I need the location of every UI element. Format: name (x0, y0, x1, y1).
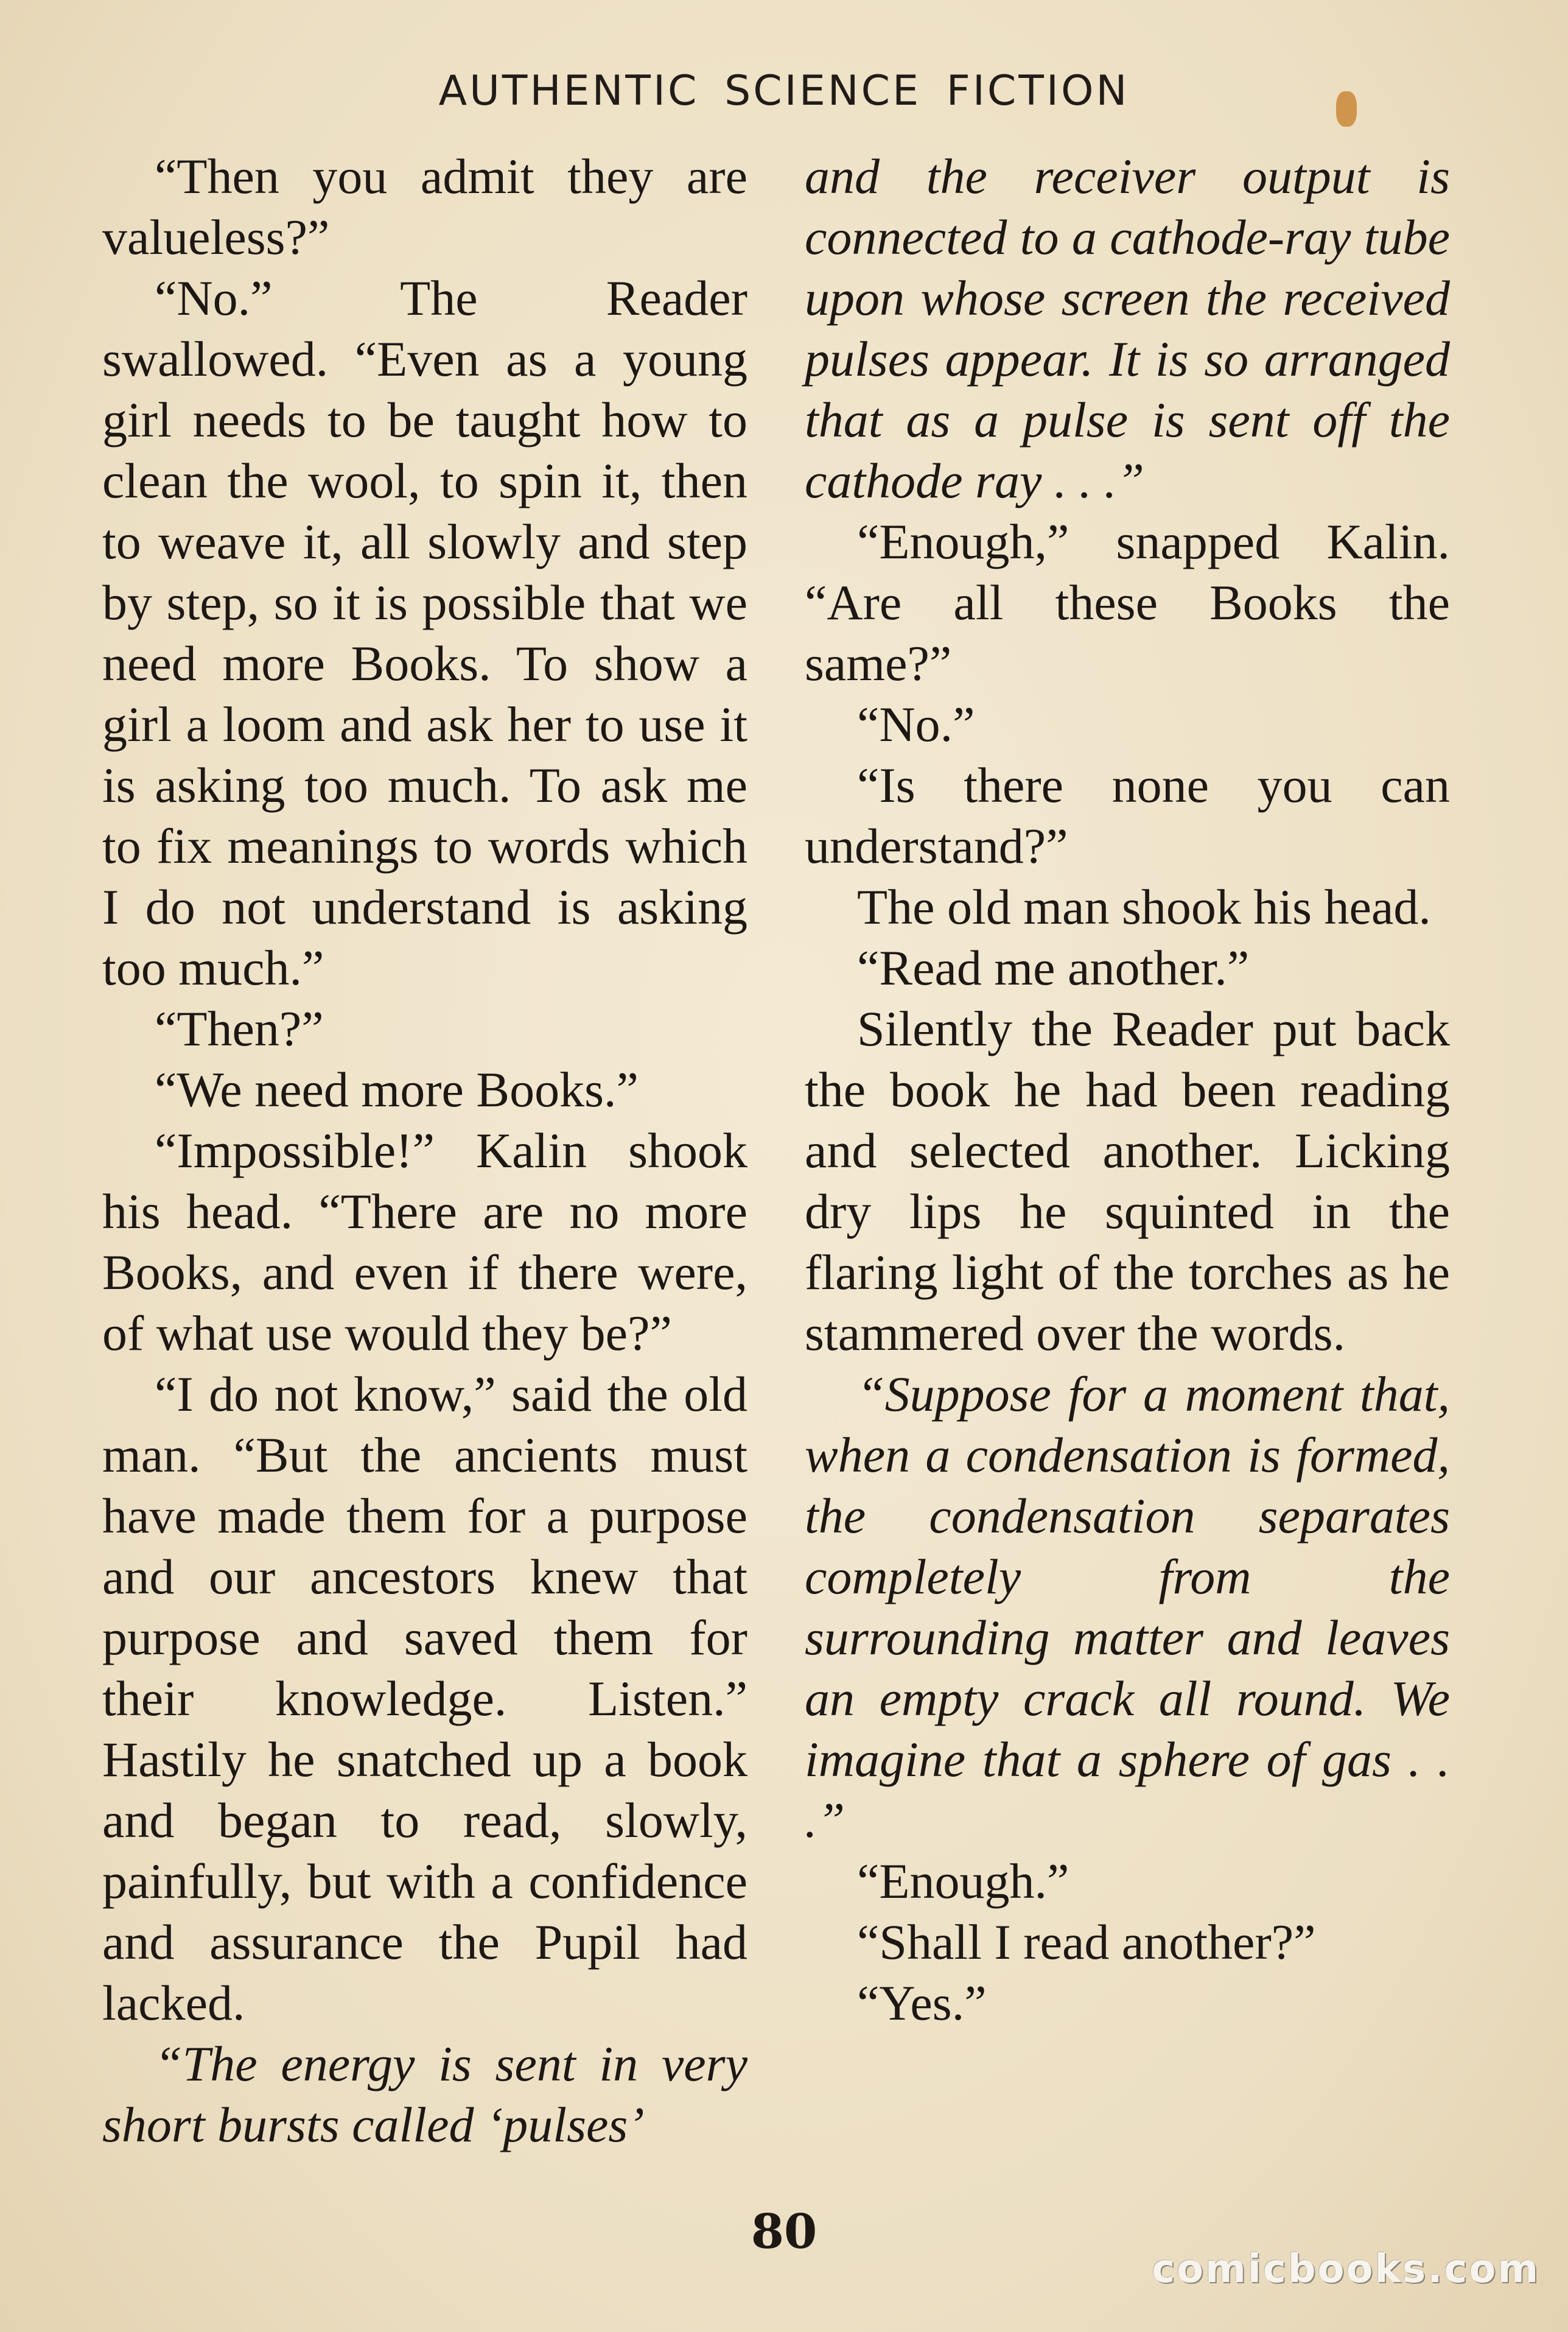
paragraph: The old man shook his head. (857, 879, 1431, 935)
paragraph: “Is there none you can understand?” (805, 757, 1450, 874)
paragraph: “We need more Books.” (155, 1062, 639, 1117)
paragraph: “Enough.” (857, 1853, 1069, 1909)
right-column (805, 146, 1450, 2034)
quoted-book-passage: and the receiver output is connected to a cathode-ray tube upon whose screen the received pulses appear. It is so arranged that as a pulse is sent off the cathode ray . . .” (805, 149, 1450, 508)
paragraph: “No.” The Reader swallowed. “Even as a young girl needs to be taught how to clean the wool, to spin it, then to weave it, all slowly and step by step, so it is possible that we need more Books. To show a girl a loom and ask her to use it is asking too much. To ask me to fix meanings to words which I do not understand is asking too much.” (102, 270, 747, 996)
left-column (102, 146, 747, 2155)
paragraph: Silently the Reader put back the book he had been reading and selected another. Licking dry lips he squinted in the flaring light of the torches as he stammered over the words. (805, 1001, 1450, 1361)
quoted-book-passage: “The energy is sent in very short bursts called ‘pulses’ (102, 2036, 747, 2152)
site-watermark: comicbooks.com (1152, 2247, 1540, 2292)
page-number: 80 (751, 2204, 817, 2260)
paragraph: “Enough,” snapped Kalin. “Are all these Books the same?” (805, 514, 1450, 691)
running-title: AUTHENTIC SCIENCE FICTION (438, 67, 1130, 115)
paragraph: “Then?” (155, 1001, 324, 1056)
quoted-book-passage: “Suppose for a moment that, when a condensation is formed, the condensation separates completely from the surrounding matter and leaves an empty crack all round. We imagine that a sphere of gas . . .” (805, 1366, 1450, 1848)
paragraph: “Then you admit they are valueless?” (102, 149, 747, 265)
paragraph: “No.” (857, 697, 975, 752)
paragraph: “Shall I read another?” (857, 1914, 1316, 1970)
paragraph: “Read me another.” (857, 940, 1250, 996)
paragraph: “I do not know,” said the old man. “But the ancients must have made them for a purpose and our ancestors knew that purpose and saved them for their knowledge. Listen.” Hastily he snatched up a book and began to read, slowly, painfully, but with a confidence and assurance the Pupil had lacked. (102, 1366, 747, 2031)
paragraph: “Yes.” (857, 1975, 987, 2031)
paragraph: “Impossible!” Kalin shook his head. “There are no more Books, and even if there were, of what use would they be?” (102, 1123, 747, 1361)
